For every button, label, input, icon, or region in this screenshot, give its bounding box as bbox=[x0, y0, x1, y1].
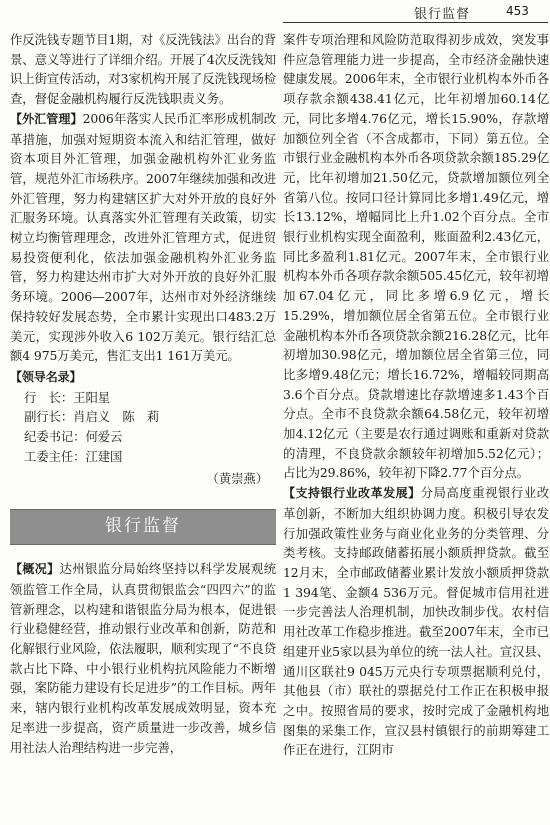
reform-text: 分局高度重视银行业改革创新，不断加大组织协调力度。积极引导农发行加强政策性业务与商业化业务的分类管理、分类考核。支持邮政储蓄拓展小额质押贷款。截至12月末，全市邮政储蓄业累计发放小额质押贷款1 394笔、金额4 536万元。督促城市信用社进一步完善法人治理机制，加快改制步伐。农村信用社改革工作稳步推进。截至2007年末，全市已组建开业5家以县为单位的统一法人社。宣汉县、通川区联社9 045万元央行专项票据顺利兑付，其他县（市）联社的票据兑付工作正在积极申报之中。按照省局的要求，按时完成了金融机构地图集的采集工作，宣汉县村镇银行的前期筹建工作正在进行，江阴市 bbox=[283, 485, 549, 758]
leaders-label: 【领导名录】 bbox=[10, 369, 82, 384]
overview-paragraph bbox=[10, 559, 276, 757]
statistics-paragraph: 案件专项治理和风险防范取得初步成效，突发事件应急管理能力进一步提高，全市经济金融快速健康发展。2006年末，全市银行业机构本外币各项存款余额438.41亿元，比年初增加60.14亿元，同比多增4.76亿元，增长15.90%，存款增加额位列全省（不含成都市，下同）第五位。全市银行业金融机构本外币各项贷款余额185.29亿元，比年初增加21.50亿元，贷款增加额位列全省第八位。按同口径计算同比多增1.49亿元，增长13.12%，增幅同比上升1.02个百分点。全市银行业机构实现全面盈利，账面盈利2.43亿元，同比多盈利1.81亿元。2007年末，全市银行业机构本外币各项存款余额505.45亿元，较年初增加67.04亿元，同比多增6.9亿元，增长15.29%，增加额位居全省第五位。全市银行业金融机构本外币各项贷款余额216.28亿元，比年初增加30.98亿元，增加额位居全省第三位，同比多增9.48亿元；增长16.72%，增幅较同期高3.6个百分点。贷款增速比存款增速多1.43个百分点。全市不良贷款余额64.58亿元，较年初增加4.12亿元（主要是农行通过调账和重新对贷款的清理，不良贷款余额较年初增加5.52亿元）；占比为29.86%，较年初下降2.77个百分点。 bbox=[283, 32, 549, 481]
section-banner-title: 银行监督 bbox=[105, 516, 181, 537]
page-number: 453 bbox=[506, 4, 529, 18]
overview-label: 【概况】 bbox=[10, 562, 60, 577]
leader-row: 行 长：王阳星 bbox=[24, 389, 111, 405]
overview-text: 达州银监分局始终坚持以科学发展观统领监管工作全局，认真贯彻银监会“四四六”的监管新理念，以构建和谐银监分局为根本，促进银行业稳健经营，推动银行业改革和创新，防范和化解银行业风险，依法履职，顺利实现了“不良贷款占比下降、中小银行业机构抗风险能力不断增强，案防能力建设有长足进步”的工作目标。两年来，辖内银行业机构改革发展成效明显，资本充足率进一步提高，资产质量进一步改善，城乡信用社法人治理结构进一步完善， bbox=[10, 561, 276, 755]
reform-paragraph bbox=[283, 483, 549, 760]
leader-row: 副行长：肖启义 陈 莉 bbox=[24, 409, 160, 425]
leaders-section bbox=[10, 368, 276, 467]
antimoneylaundering-paragraph: 作反洗钱专题节目1期，对《反洗钱法》出台的背景、意义等进行了详细介绍。开展了4次反洗钱知识上街宣传活动，对3家机构开展了反洗钱现场检查，督促金融机构履行反洗钱职责义务。 bbox=[10, 32, 276, 107]
forex-paragraph bbox=[10, 109, 276, 366]
section-banner bbox=[10, 509, 276, 545]
forex-label: 【外汇管理】 bbox=[10, 111, 83, 126]
right-column bbox=[283, 30, 549, 822]
header-rule bbox=[283, 22, 548, 23]
leader-row: 工委主任：江建国 bbox=[24, 448, 123, 464]
running-header bbox=[0, 0, 550, 28]
left-column bbox=[10, 30, 276, 822]
leader-row: 纪委书记：何爱云 bbox=[24, 429, 123, 445]
forex-text: 2006年落实人民币汇率形成机制改革措施，加强对短期资本流入和结汇管理，做好资本项目外汇管理，加强金融机构外汇业务监管，规范外汇市场秩序。2007年继续加强和改进外汇管理，努力构建辖区扩大对外开放的良好外汇服务环境。认真落实外汇管理有关政策，切实树立均衡管理理念，改进外汇管理方式，促进贸易投资便利化，依法加强金融机构外汇业务监管，努力构建达州市扩大对外开放的良好外汇服务环境。2006—2007年，达州市对外经济继续保持较好发展态势，全市累计实现出口483.2万美元，实现涉外收入6 102万美元。银行结汇总额4 975万美元，售汇支出1 161万美元。 bbox=[10, 110, 276, 364]
reform-label: 【支持银行业改革发展】 bbox=[283, 486, 421, 501]
author-credit: （黄崇燕） bbox=[206, 471, 268, 487]
running-header-section: 银行监督 bbox=[414, 7, 471, 22]
